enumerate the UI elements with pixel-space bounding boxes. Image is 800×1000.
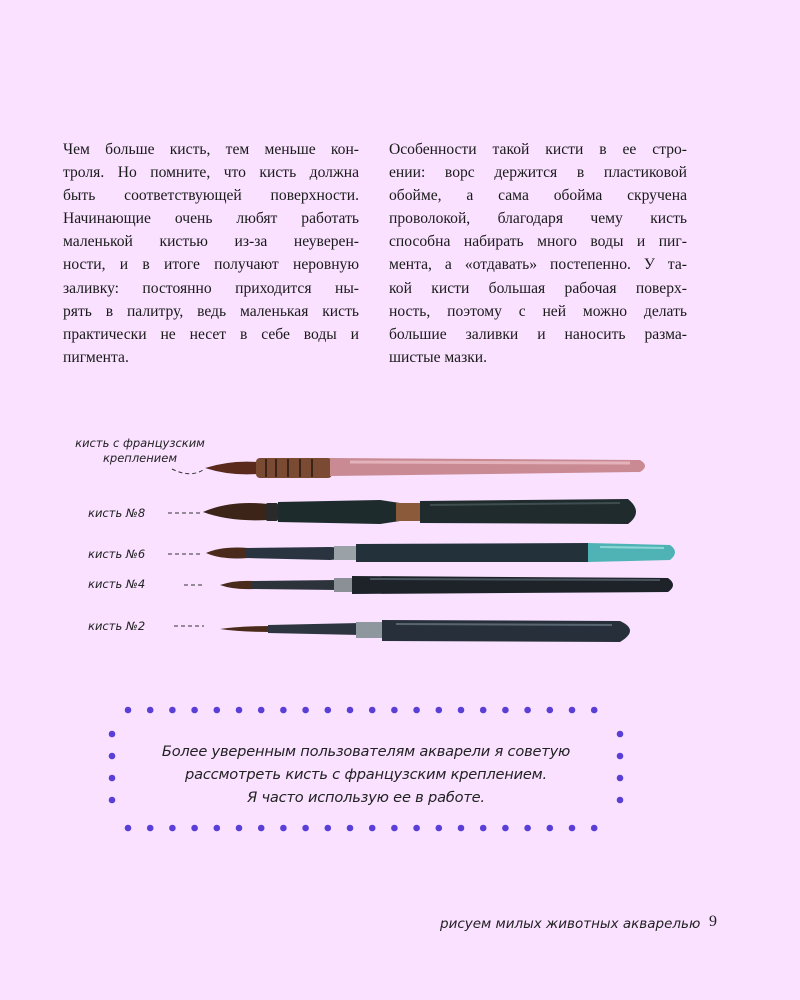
note-dot [109, 731, 116, 738]
note-dot [547, 707, 554, 714]
note-line: рассмотреть кисть с французским креплением. [185, 766, 547, 783]
note-dot [125, 825, 132, 832]
right-line: ность, поэтому с ней можно делать [389, 302, 687, 320]
brush-8 [203, 499, 636, 524]
brush-crimp [334, 546, 356, 560]
note-dot [236, 707, 243, 714]
note-dot [458, 825, 465, 832]
brush-bristles [203, 503, 268, 520]
note-dot [413, 825, 420, 832]
left-line: Чем больше кисть, тем меньше кон- [63, 141, 359, 158]
left-line: маленькой кистью из-за неуверен- [63, 233, 359, 251]
note-dot [524, 825, 531, 832]
note-dot [502, 825, 509, 832]
note-dot [369, 825, 376, 832]
note-dot [480, 707, 487, 714]
left-line: рять в палитру, ведь маленькая кисть [63, 302, 359, 320]
note-dot [302, 707, 309, 714]
right-line: способна набирать много воды и пиг- [389, 233, 687, 251]
left-line: заливку: постоянно приходится ны- [63, 279, 359, 297]
brush-bristles [205, 462, 258, 475]
left-line: пигмента. [63, 348, 129, 366]
left-line: быть соответствующей поверхности. [63, 187, 359, 205]
note-dot [347, 825, 354, 832]
note-dot [524, 707, 531, 714]
note-dot [169, 825, 176, 832]
note-dot [214, 825, 221, 832]
brush-label-line: кисть с французским [75, 436, 205, 450]
note-dot [169, 707, 176, 714]
brush-ferrule [252, 580, 338, 590]
left-line: троля. Но помните, что кисть должна [63, 164, 359, 182]
label-leaders [168, 469, 204, 626]
note-dot [436, 707, 443, 714]
note-dot [302, 825, 309, 832]
left-line: ности, и в итоге получают неровную [63, 256, 359, 274]
brush-4 [220, 576, 673, 594]
brush-label-8: кисть №8 [88, 506, 146, 520]
right-line: обойме, а сама обойма скручена [389, 187, 687, 205]
brush-ferrule [268, 623, 360, 635]
right-line: большие заливки и наносить разма- [389, 325, 687, 343]
note-line: Более уверенным пользователям акварели я советую [161, 743, 571, 760]
note-dot [347, 707, 354, 714]
brush-label-2: кисть №2 [88, 619, 146, 633]
note-dot [502, 707, 509, 714]
brush-crimp [356, 622, 382, 638]
note-dot [569, 707, 576, 714]
note-dot [569, 825, 576, 832]
note-dot [480, 825, 487, 832]
brush-6 [206, 543, 675, 562]
right-line: кой кисти большая рабочая поверх- [389, 279, 687, 297]
brush-2 [220, 620, 630, 642]
note-dot [147, 707, 154, 714]
note-dot [391, 707, 398, 714]
left-line: практически не несет в себе воды и [63, 325, 359, 343]
note-dot [280, 825, 287, 832]
note-dot [547, 825, 554, 832]
left-line: Начинающие очень любят работать [63, 210, 359, 228]
right-line: Особенности такой кисти в ее стро- [389, 141, 687, 158]
brush-label-6: кисть №6 [88, 547, 146, 561]
brush-bristles [220, 626, 270, 632]
right-line: шистые мазки. [389, 348, 488, 366]
brush-crimp [334, 578, 352, 592]
note-dot [413, 707, 420, 714]
note-dot [391, 825, 398, 832]
brush-ferrule [266, 503, 278, 521]
note-dot [325, 825, 332, 832]
note-dot [591, 825, 598, 832]
note-dot [191, 825, 198, 832]
brush-crimp [396, 503, 420, 521]
leader-line [172, 469, 203, 474]
brush-ferrule [278, 500, 400, 524]
note-dot [191, 707, 198, 714]
note-dot [617, 731, 624, 738]
brush-bristles [206, 548, 248, 559]
footer-book-title: рисуем милых животных акварелью [440, 916, 701, 932]
brush-tip [588, 543, 675, 562]
note-dot [280, 707, 287, 714]
note-dot [147, 825, 154, 832]
note-dot [258, 825, 265, 832]
note-dot [436, 825, 443, 832]
note-dot [214, 707, 221, 714]
note-line: Я часто использую ее в работе. [247, 789, 485, 806]
brush-label-4: кисть №4 [88, 577, 146, 591]
page-number: 9 [709, 913, 717, 930]
brush-label-line: креплением [102, 451, 177, 465]
brush-handle [356, 543, 590, 562]
note-dot [258, 707, 265, 714]
note-text [108, 740, 624, 809]
brush-bristles [220, 581, 254, 589]
right-line: проволокой, благодаря чему кисть [389, 210, 687, 228]
right-line: мента, а «отдавать» постепенно. У та- [389, 256, 687, 274]
right-line: ении: ворс держится в пластиковой [389, 164, 687, 182]
brush-ferrule [256, 458, 332, 478]
note-dot [458, 707, 465, 714]
brush-french [205, 458, 645, 478]
note-dot [369, 707, 376, 714]
note-dot [236, 825, 243, 832]
note-dot [591, 707, 598, 714]
note-dot [325, 707, 332, 714]
note-dot [125, 707, 132, 714]
